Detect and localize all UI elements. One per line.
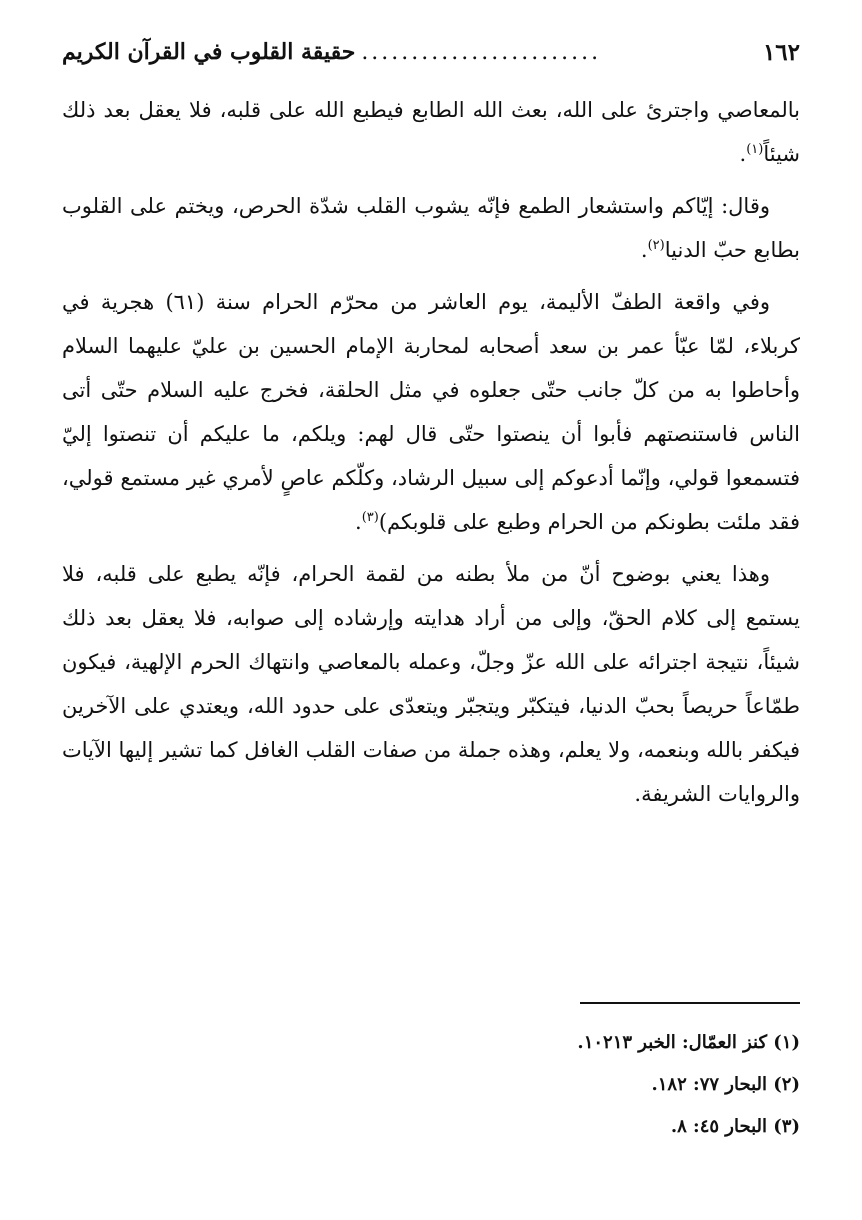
- paragraph-end: .: [739, 142, 747, 166]
- main-text: [62, 88, 800, 816]
- paragraph: [62, 280, 800, 544]
- paragraph-text: وفي واقعة الطفّ الأليمة، يوم العاشر من محرّم الحرام سنة (٦١) هجرية في كربلاء، لمّا عبّأ عمر بن سعد أصحابه لمحاربة الإمام الحسين بن عليّ عليهما السلام وأحاطوا به من كلّ جانب حتّى جعلوه في مثل الحلقة، فخرج عليه السلام حتّى أتى الناس فاستنصتهم فأبوا أن ينصتوا حتّى قال لهم: ويلكم، ما عليكم أن تنصتوا إليّ فتسمعوا قولي، وإنّما أدعوكم إلى سبيل الرشاد، وكلّكم عاصٍ لأمري غير مستمع قولي، فقد ملئت بطونكم من الحرام وطبع على قلوبكم): [62, 290, 800, 534]
- paragraph-text: وهذا يعني بوضوح أنّ من ملأ بطنه من لقمة الحرام، فإنّه يطبع على قلبه، فلا يستمع إلى كلام الحقّ، وإلى من أراد هدايته وإرشاده إلى صوابه، فلا يعقل بعد ذلك شيئاً، نتيجة اجترائه على الله عزّ وجلّ، وعمله بالمعاصي وانتهاك الحرم الإلهية، فيكون طمّاعاً حريصاً بحبّ الدنيا، فيتكبّر ويتجبّر ويتعدّى على حدود الله، ويعتدي على الآخرين فيكفر بالله وبنعمه، ولا يعلم، وهذه جملة من صفات القلب الغافل كما تشير إليها الآيات والروايات الشريفة.: [62, 562, 800, 806]
- footnotes: [62, 1002, 800, 1148]
- footnote: (٢) البحار ٧٧: ١٨٢.: [651, 1074, 800, 1095]
- paragraph: [62, 88, 800, 176]
- running-header: [62, 22, 800, 82]
- footnote-divider: [580, 1002, 800, 1004]
- paragraph-end: .: [640, 238, 648, 262]
- paragraph-text: وقال: إيّاكم واستشعار الطمع فإنّه يشوب القلب شدّة الحرص، ويختم على القلوب بطابع حبّ الدنيا: [62, 194, 800, 262]
- header-leader-dots: ........................: [361, 39, 602, 65]
- footnote: (٣) البحار ٤٥: ٨.: [670, 1116, 800, 1137]
- book-title: حقيقة القلوب في القرآن الكريم: [62, 39, 356, 65]
- footnote-ref[interactable]: (٣): [361, 510, 379, 525]
- header-title-group: [62, 39, 601, 65]
- paragraph-text: بالمعاصي واجترئ على الله، بعث الله الطابع فيطبع الله على قلبه، فلا يعقل بعد ذلك شيئاً: [62, 98, 800, 166]
- paragraph: [62, 184, 800, 272]
- book-page: [62, 22, 800, 1202]
- footnote: (١) كنز العمّال: الخبر ١٠٢١٣.: [577, 1032, 800, 1053]
- footnote-ref[interactable]: (١): [746, 142, 764, 157]
- paragraph-end: .: [355, 510, 362, 534]
- page-number: ١٦٢: [762, 38, 800, 66]
- paragraph: [62, 552, 800, 816]
- footnote-ref[interactable]: (٢): [647, 238, 665, 253]
